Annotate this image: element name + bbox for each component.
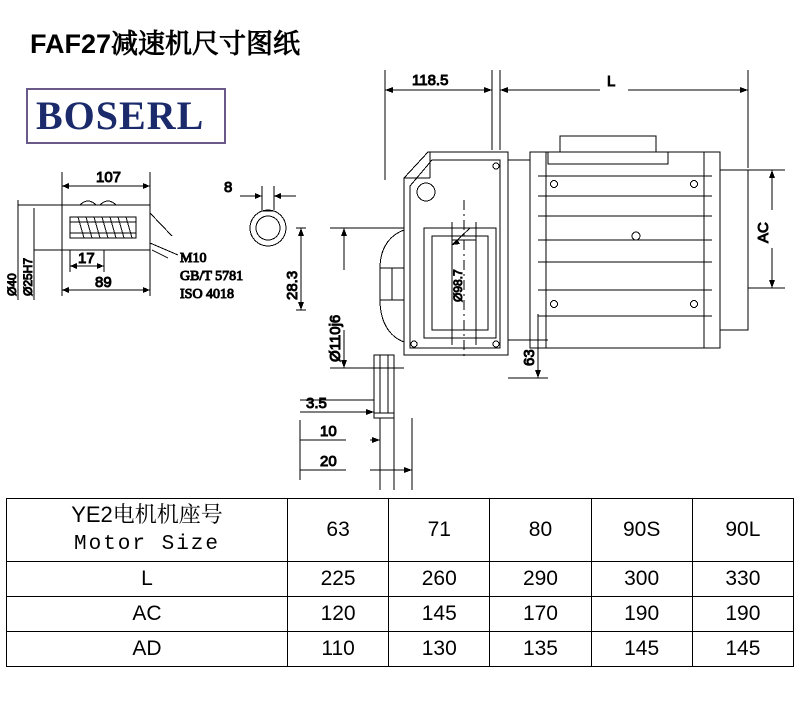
dim-8: 8 — [224, 179, 233, 196]
table-header-col-4: 90L — [692, 499, 793, 562]
dim-63-lines — [508, 314, 548, 378]
table-row — [7, 562, 794, 597]
dim-dia40: Ø40 — [5, 273, 19, 296]
motor-assembly — [508, 136, 748, 348]
dim-20: 20 — [320, 453, 337, 470]
header-label-en: Motor Size — [73, 533, 221, 556]
dim-118-5: 118.5 — [412, 72, 449, 89]
shaft-section-view — [240, 186, 296, 246]
cell-AC-90S: 190 — [591, 597, 692, 632]
cell-AD-90S: 145 — [591, 632, 692, 667]
dim-107: 107 — [96, 169, 122, 186]
dim-dia110j6: Ø110j6 — [327, 314, 344, 362]
cell-AC-80: 170 — [490, 597, 591, 632]
dim-AC: AC — [755, 222, 772, 243]
dim-L: L — [607, 73, 616, 90]
note-m10: M10 — [180, 251, 207, 266]
page-title: FAF27减速机尺寸图纸 — [30, 29, 301, 59]
table-header-row — [7, 499, 794, 562]
cell-L-63: 225 — [288, 562, 389, 597]
table-header-col-3: 90S — [591, 499, 692, 562]
row-label-AD: AD — [7, 632, 288, 667]
row-label-L: L — [7, 562, 288, 597]
cell-AC-63: 120 — [288, 597, 389, 632]
table-row — [7, 632, 794, 667]
cell-L-90L: 330 — [692, 562, 793, 597]
dim-3-5: 3.5 — [306, 395, 327, 412]
cell-AC-71: 145 — [389, 597, 490, 632]
cell-L-71: 260 — [389, 562, 490, 597]
dim-L-lines — [500, 70, 748, 168]
table-header-col-1: 71 — [389, 499, 490, 562]
dim-dia25h7: Ø25H7 — [21, 257, 35, 296]
dim-10: 10 — [320, 423, 337, 440]
bottom-dimensions — [300, 400, 412, 490]
cell-AD-71: 130 — [389, 632, 490, 667]
logo-text: BOSERL — [36, 93, 205, 138]
row-label-AC: AC — [7, 597, 288, 632]
gearbox-housing — [404, 152, 508, 355]
motor-size-table — [6, 498, 794, 667]
note-gbt5781: GB/T 5781 — [180, 269, 244, 284]
cell-AD-90L: 145 — [692, 632, 793, 667]
cell-L-80: 290 — [490, 562, 591, 597]
cell-AD-63: 110 — [288, 632, 389, 667]
table-row — [7, 597, 794, 632]
cell-AD-80: 135 — [490, 632, 591, 667]
dim-28-3: 28.3 — [284, 270, 301, 300]
note-iso4018: ISO 4018 — [180, 287, 235, 302]
cell-L-90S: 300 — [591, 562, 692, 597]
dim-63: 63 — [521, 349, 538, 366]
table-header-col-0: 63 — [288, 499, 389, 562]
dim-dia98-7: Ø98.7 — [451, 269, 465, 302]
table-header-label — [7, 499, 288, 562]
header-label-cn: YE2电机机座号 — [71, 502, 223, 527]
cell-AC-90L: 190 — [692, 597, 793, 632]
dim-17: 17 — [78, 250, 95, 267]
table-header-col-2: 80 — [490, 499, 591, 562]
mounting-flange — [374, 230, 404, 418]
dim-89: 89 — [95, 274, 112, 291]
